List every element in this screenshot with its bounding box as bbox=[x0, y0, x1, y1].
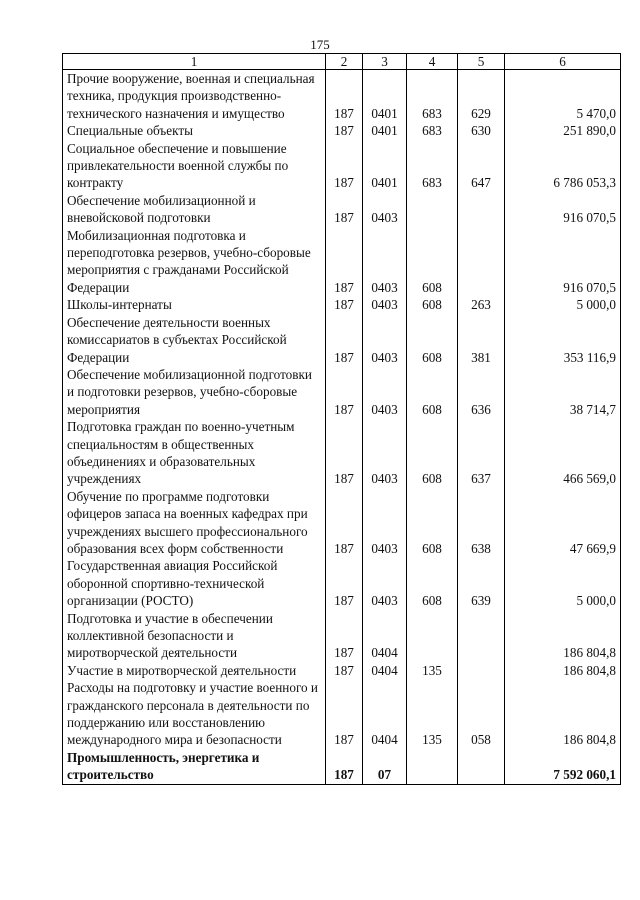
column-header-6: 6 bbox=[505, 54, 621, 70]
row-code-4-cell bbox=[407, 192, 458, 227]
row-code-4-cell: 608 bbox=[407, 296, 458, 313]
row-code-5-cell bbox=[458, 749, 505, 784]
row-amount-cell: 5 470,0 bbox=[505, 70, 621, 123]
table-row bbox=[63, 192, 621, 227]
row-code-3-cell: 0403 bbox=[363, 366, 407, 418]
row-name-cell: Обеспечение деятельности военных комиссариатов в субъектах Российской Федерации bbox=[63, 314, 326, 366]
column-header-1: 1 bbox=[63, 54, 326, 70]
row-amount-cell: 186 804,8 bbox=[505, 679, 621, 749]
row-amount-cell: 353 116,9 bbox=[505, 314, 621, 366]
row-amount-cell: 916 070,5 bbox=[505, 227, 621, 297]
row-amount-cell: 466 569,0 bbox=[505, 418, 621, 488]
column-header-4: 4 bbox=[407, 54, 458, 70]
row-code-3-cell: 0403 bbox=[363, 314, 407, 366]
page-number: 175 bbox=[310, 37, 330, 52]
table-row bbox=[63, 122, 621, 139]
row-name-cell: Расходы на подготовку и участие военного и гражданского персонала в деятельности по поддержанию или восстановлению международного мира и безопасности bbox=[63, 679, 326, 749]
row-amount-cell: 251 890,0 bbox=[505, 122, 621, 139]
table-row bbox=[63, 749, 621, 784]
row-amount-cell: 47 669,9 bbox=[505, 488, 621, 558]
row-code-5-cell bbox=[458, 227, 505, 297]
row-code-5-cell: 638 bbox=[458, 488, 505, 558]
budget-table bbox=[62, 53, 621, 785]
row-amount-cell: 7 592 060,1 bbox=[505, 749, 621, 784]
row-code-2-cell: 187 bbox=[326, 366, 363, 418]
row-amount-cell: 5 000,0 bbox=[505, 296, 621, 313]
row-name-cell: Подготовка и участие в обеспечении коллективной безопасности и миротворческой деятельности bbox=[63, 610, 326, 662]
row-code-5-cell: 630 bbox=[458, 122, 505, 139]
row-code-4-cell: 608 bbox=[407, 314, 458, 366]
table-row bbox=[63, 227, 621, 297]
table-row bbox=[63, 662, 621, 679]
table-row bbox=[63, 418, 621, 488]
row-name-cell: Подготовка граждан по военно-учетным специальностям в общественных объединениях и образовательных учреждениях bbox=[63, 418, 326, 488]
row-name-cell: Социальное обеспечение и повышение привлекательности военной службы по контракту bbox=[63, 140, 326, 192]
row-code-2-cell: 187 bbox=[326, 418, 363, 488]
column-header-2: 2 bbox=[326, 54, 363, 70]
table-body bbox=[63, 70, 621, 785]
row-amount-cell: 186 804,8 bbox=[505, 662, 621, 679]
table-row bbox=[63, 70, 621, 123]
row-code-2-cell: 187 bbox=[326, 662, 363, 679]
row-name-cell: Специальные объекты bbox=[63, 122, 326, 139]
row-code-5-cell: 058 bbox=[458, 679, 505, 749]
row-amount-cell: 5 000,0 bbox=[505, 557, 621, 609]
row-code-5-cell: 629 bbox=[458, 70, 505, 123]
column-header-3: 3 bbox=[363, 54, 407, 70]
row-code-5-cell: 647 bbox=[458, 140, 505, 192]
row-code-4-cell: 683 bbox=[407, 140, 458, 192]
row-amount-cell: 916 070,5 bbox=[505, 192, 621, 227]
row-code-4-cell: 608 bbox=[407, 418, 458, 488]
row-name-cell: Участие в миротворческой деятельности bbox=[63, 662, 326, 679]
table-row bbox=[63, 366, 621, 418]
table-row bbox=[63, 140, 621, 192]
row-code-2-cell: 187 bbox=[326, 314, 363, 366]
row-code-5-cell: 639 bbox=[458, 557, 505, 609]
row-code-4-cell: 683 bbox=[407, 122, 458, 139]
row-code-4-cell: 135 bbox=[407, 679, 458, 749]
row-code-2-cell: 187 bbox=[326, 296, 363, 313]
row-code-5-cell bbox=[458, 610, 505, 662]
row-name-cell: Обеспечение мобилизационной и вневойсковой подготовки bbox=[63, 192, 326, 227]
table-row bbox=[63, 679, 621, 749]
row-code-4-cell: 608 bbox=[407, 227, 458, 297]
row-name-cell: Обучение по программе подготовки офицеров запаса на военных кафедрах при учреждениях высшего профессионального образования всех форм собственности bbox=[63, 488, 326, 558]
row-code-3-cell: 0403 bbox=[363, 418, 407, 488]
row-code-4-cell: 608 bbox=[407, 366, 458, 418]
row-name-cell: Государственная авиация Российской оборонной спортивно-технической организации (РОСТО) bbox=[63, 557, 326, 609]
row-code-5-cell: 381 bbox=[458, 314, 505, 366]
row-code-3-cell: 0404 bbox=[363, 679, 407, 749]
row-code-3-cell: 0401 bbox=[363, 122, 407, 139]
row-code-3-cell: 0403 bbox=[363, 227, 407, 297]
row-code-3-cell: 0401 bbox=[363, 140, 407, 192]
row-code-5-cell: 263 bbox=[458, 296, 505, 313]
row-code-2-cell: 187 bbox=[326, 557, 363, 609]
row-code-5-cell bbox=[458, 192, 505, 227]
table-header-row bbox=[63, 54, 621, 70]
row-code-4-cell: 135 bbox=[407, 662, 458, 679]
row-code-2-cell: 187 bbox=[326, 610, 363, 662]
table-row bbox=[63, 314, 621, 366]
row-code-4-cell: 608 bbox=[407, 557, 458, 609]
row-code-4-cell: 683 bbox=[407, 70, 458, 123]
row-code-2-cell: 187 bbox=[326, 749, 363, 784]
table-row bbox=[63, 296, 621, 313]
row-code-3-cell: 0403 bbox=[363, 488, 407, 558]
row-code-3-cell: 0404 bbox=[363, 662, 407, 679]
row-code-3-cell: 0403 bbox=[363, 557, 407, 609]
row-code-3-cell: 0401 bbox=[363, 70, 407, 123]
row-code-4-cell bbox=[407, 749, 458, 784]
row-name-cell: Промышленность, энергетика и строительство bbox=[63, 749, 326, 784]
row-code-2-cell: 187 bbox=[326, 70, 363, 123]
row-amount-cell: 38 714,7 bbox=[505, 366, 621, 418]
row-code-4-cell bbox=[407, 610, 458, 662]
row-name-cell: Прочие вооружение, военная и специальная техника, продукция производственно-технического назначения и имущество bbox=[63, 70, 326, 123]
table-row bbox=[63, 557, 621, 609]
row-name-cell: Мобилизационная подготовка и переподготовка резервов, учебно-сборовые мероприятия с гражданами Российской Федерации bbox=[63, 227, 326, 297]
table-row bbox=[63, 488, 621, 558]
row-code-4-cell: 608 bbox=[407, 488, 458, 558]
row-code-5-cell: 637 bbox=[458, 418, 505, 488]
row-amount-cell: 186 804,8 bbox=[505, 610, 621, 662]
row-amount-cell: 6 786 053,3 bbox=[505, 140, 621, 192]
row-code-5-cell: 636 bbox=[458, 366, 505, 418]
row-code-3-cell: 0404 bbox=[363, 610, 407, 662]
row-name-cell: Школы-интернаты bbox=[63, 296, 326, 313]
row-name-cell: Обеспечение мобилизационной подготовки и подготовки резервов, учебно-сборовые мероприятия bbox=[63, 366, 326, 418]
row-code-2-cell: 187 bbox=[326, 488, 363, 558]
row-code-2-cell: 187 bbox=[326, 140, 363, 192]
row-code-2-cell: 187 bbox=[326, 227, 363, 297]
row-code-3-cell: 07 bbox=[363, 749, 407, 784]
column-header-5: 5 bbox=[458, 54, 505, 70]
row-code-2-cell: 187 bbox=[326, 192, 363, 227]
row-code-3-cell: 0403 bbox=[363, 192, 407, 227]
row-code-2-cell: 187 bbox=[326, 679, 363, 749]
row-code-3-cell: 0403 bbox=[363, 296, 407, 313]
table-row bbox=[63, 610, 621, 662]
row-code-5-cell bbox=[458, 662, 505, 679]
row-code-2-cell: 187 bbox=[326, 122, 363, 139]
